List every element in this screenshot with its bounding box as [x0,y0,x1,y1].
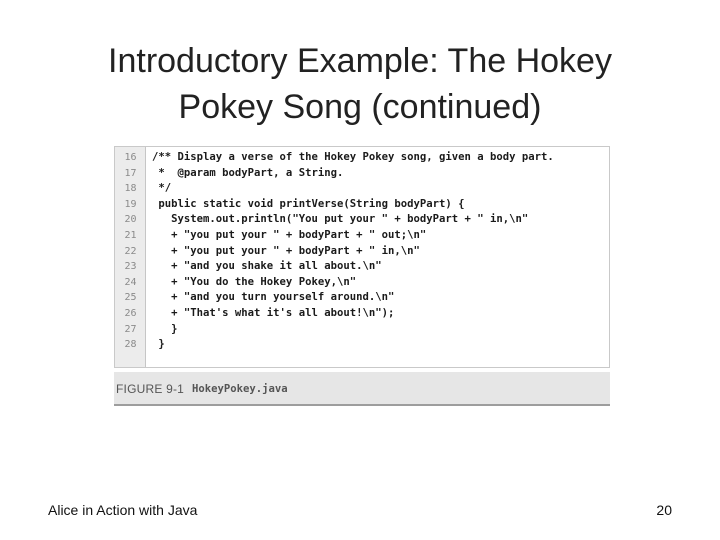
line-number: 24 [124,276,137,288]
footer-course-title: Alice in Action with Java [48,502,198,518]
code-text: */ [152,182,172,195]
slide-title-line-1: Introductory Example: The Hokey [108,42,612,80]
code-text: + "you put your " + bodyPart + " out;\n" [152,228,427,241]
code-line [115,306,609,322]
code-text: + "and you turn yourself around.\n" [152,291,395,304]
code-text: } [152,322,178,335]
code-text: } [152,338,165,351]
code-line [115,337,609,353]
code-line [115,150,609,166]
line-number: 18 [124,183,137,195]
code-line [115,166,609,182]
code-text: + "That's what it's all about!\n"); [152,306,395,319]
slide-title [40,38,680,130]
code-line [115,228,609,244]
line-number: 19 [124,198,137,210]
line-number: 16 [124,152,137,163]
code-text: * @param bodyPart, a String. [152,166,344,179]
figure-filename: HokeyPokey.java [192,383,288,395]
code-line [115,290,609,306]
code-listing [114,146,610,368]
figure-caption-bar [114,372,610,406]
line-number: 28 [124,339,137,351]
page-number: 20 [656,502,672,518]
code-line [115,181,609,197]
code-line [115,244,609,260]
line-number: 25 [124,292,137,304]
slide-title-line-2: Pokey Song (continued) [178,88,542,126]
code-line [115,197,609,213]
line-number: 17 [124,167,137,179]
code-line [115,275,609,291]
code-text: + "you put your " + bodyPart + " in,\n" [152,244,420,257]
line-number: 27 [124,323,137,335]
code-text: public static void printVerse(String bodyPart) { [152,197,465,210]
code-text: System.out.println("You put your " + bodyPart + " in,\n" [152,213,529,226]
line-number: 26 [124,307,137,319]
line-number: 20 [124,214,137,226]
code-text: + "and you shake it all about.\n" [152,260,382,273]
code-text: + "You do the Hokey Pokey,\n" [152,275,357,288]
line-number: 22 [124,245,137,257]
code-figure [114,146,610,408]
code-text: /** Display a verse of the Hokey Pokey song, given a body part. [152,151,554,163]
code-line [115,259,609,275]
code-line [115,322,609,338]
line-number: 23 [124,261,137,273]
figure-label: FIGURE 9-1 [116,382,185,396]
code-lines [115,150,609,353]
line-number: 21 [124,229,137,241]
code-line [115,212,609,228]
